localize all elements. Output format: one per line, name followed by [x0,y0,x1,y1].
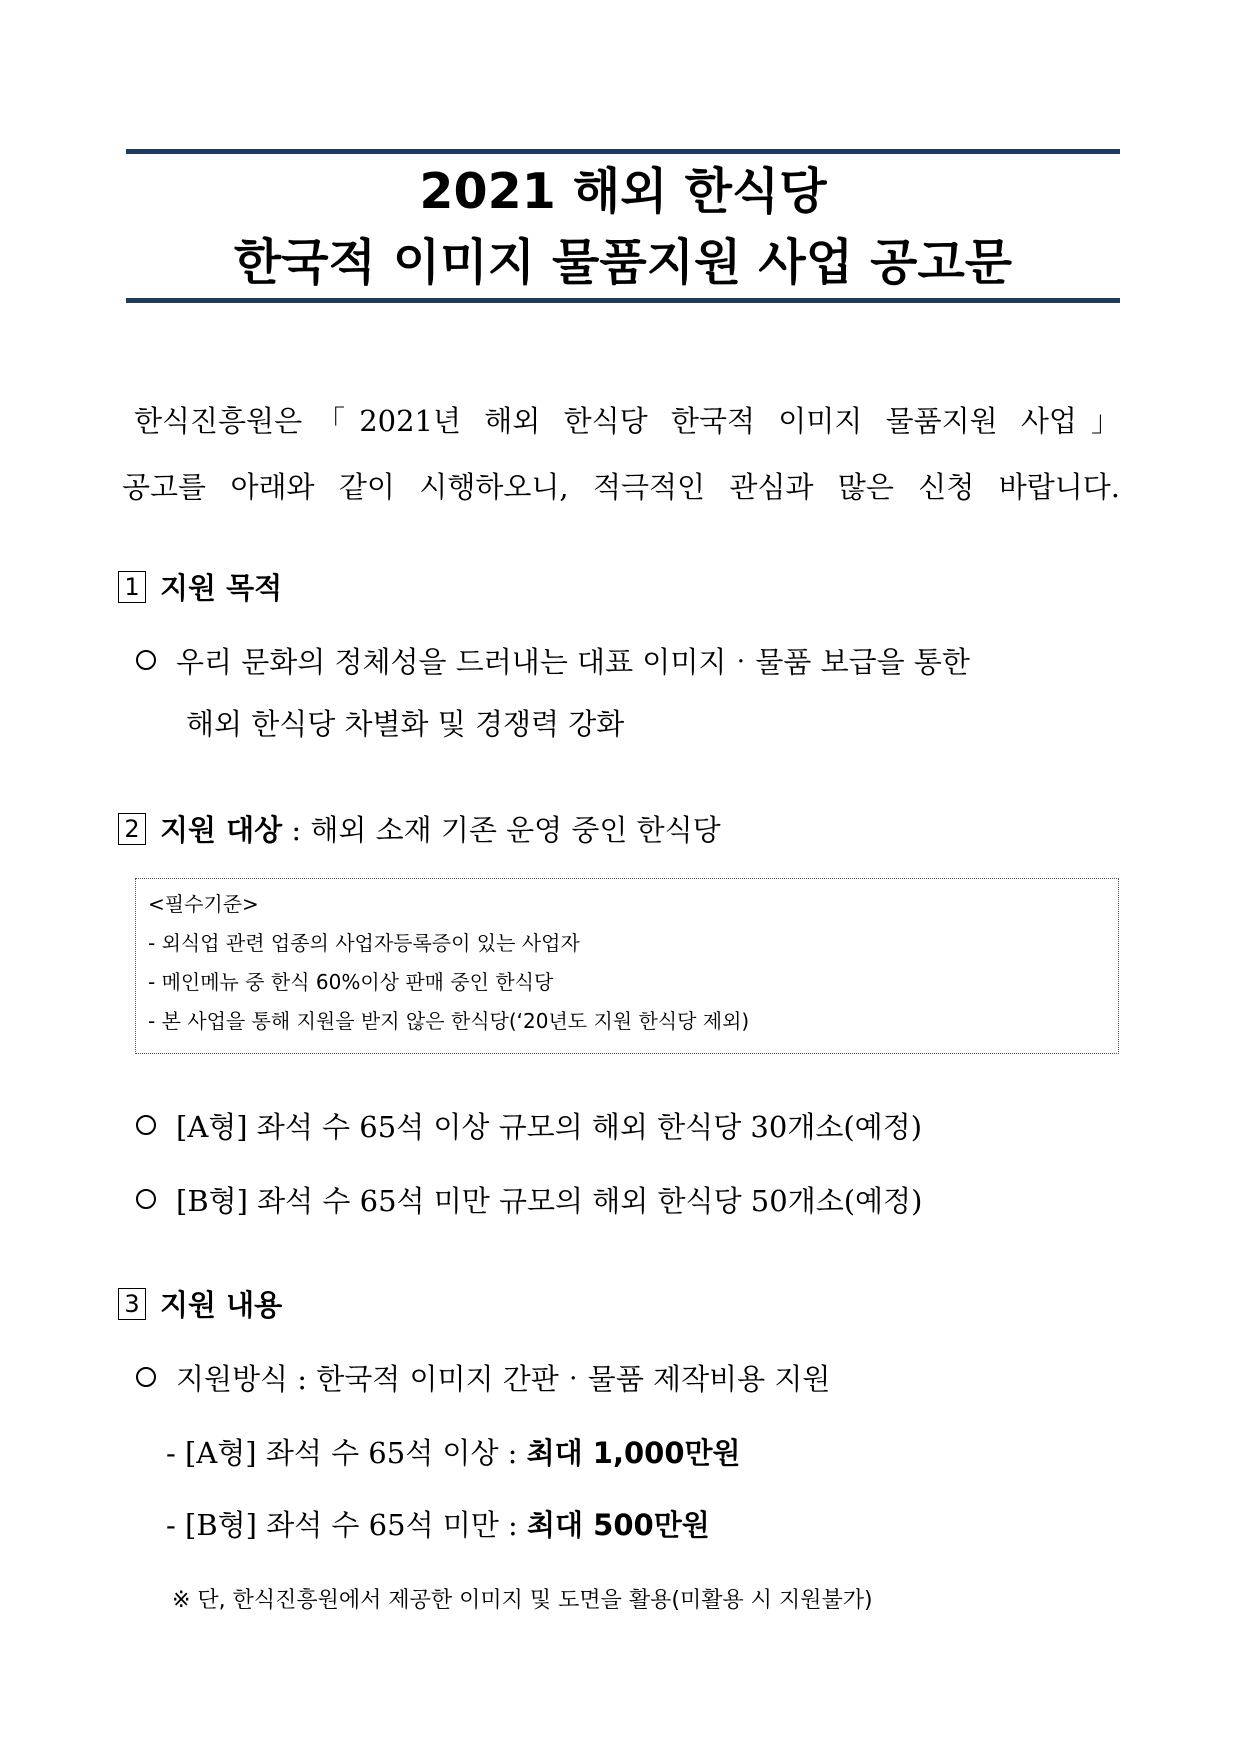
section2-bullet-b [136,1181,922,1221]
section2-number: 2 [118,813,146,845]
page-title-line2: 한국적 이미지 물품지원 사업 공고문 [233,234,1013,291]
bullet-circle-icon [136,1367,156,1387]
intro-line2: 공고를 아래와 같이 시행하오니, 적극적인 관심과 많은 신청 바랍니다. [122,470,1120,504]
section1-number: 1 [118,571,146,603]
section1-bullet-line2: 해외 한식당 차별화 및 경쟁력 강화 [186,707,625,741]
section3-title: 지원 내용 [160,1288,283,1322]
section1-bullet [136,642,970,682]
type-a-amount: 최대 1,000만원 [526,1436,741,1470]
type-b-amount: 최대 500만원 [527,1508,710,1542]
bullet-circle-icon [136,1189,156,1209]
title-rule-bottom [126,298,1120,303]
section3-type-a [166,1433,741,1473]
section3-number: 3 [118,1288,146,1320]
section3-note: ※ 단, 한식진흥원에서 제공한 이미지 및 도면을 활용(미활용 시 지원불가) [172,1588,873,1613]
section2-bullet-b-text: [B형] 좌석 수 65석 미만 규모의 해외 한식당 50개소(예정) [176,1184,923,1218]
section3-heading [118,1285,282,1325]
criteria-item: - 외식업 관련 업종의 사업자등록증이 있는 사업자 [148,931,580,955]
section2-title-rest: : 해외 소재 기존 운영 중인 한식당 [282,813,721,847]
section1-title: 지원 목적 [160,571,283,605]
title-rule-top [126,149,1120,154]
bullet-circle-icon [136,1115,156,1135]
section3-bullet [136,1359,830,1399]
section3-bullet-text: 지원방식 : 한국적 이미지 간판‧물품 제작비용 지원 [176,1362,831,1396]
page-title-line1: 2021 해외 한식당 [419,163,827,220]
bullet-circle-icon [136,650,156,670]
criteria-item: - 메인메뉴 중 한식 60%이상 판매 중인 한식당 [148,970,554,994]
criteria-title: <필수기준> [148,892,259,916]
section1-bullet-line1: 우리 문화의 정체성을 드러내는 대표 이미지‧물품 보급을 통한 [176,645,970,679]
section2-bullet-a [136,1107,922,1147]
section2-heading [118,810,721,850]
section3-type-b [166,1505,710,1545]
type-b-text: - [B형] 좌석 수 65석 미만 : [166,1508,528,1542]
type-a-text: - [A형] 좌석 수 65석 이상 : [166,1436,527,1470]
criteria-item: - 본 사업을 통해 지원을 받지 않은 한식당(‘20년도 지원 한식당 제외) [148,1009,750,1033]
section2-bullet-a-text: [A형] 좌석 수 65석 이상 규모의 해외 한식당 30개소(예정) [176,1110,923,1144]
section2-title: 지원 대상 [160,813,283,847]
criteria-box [135,878,1119,1054]
intro-line1: 한식진흥원은「2021년 해외 한식당 한국적 이미지 물품지원 사업」 [134,404,1120,438]
section1-heading [118,568,282,608]
